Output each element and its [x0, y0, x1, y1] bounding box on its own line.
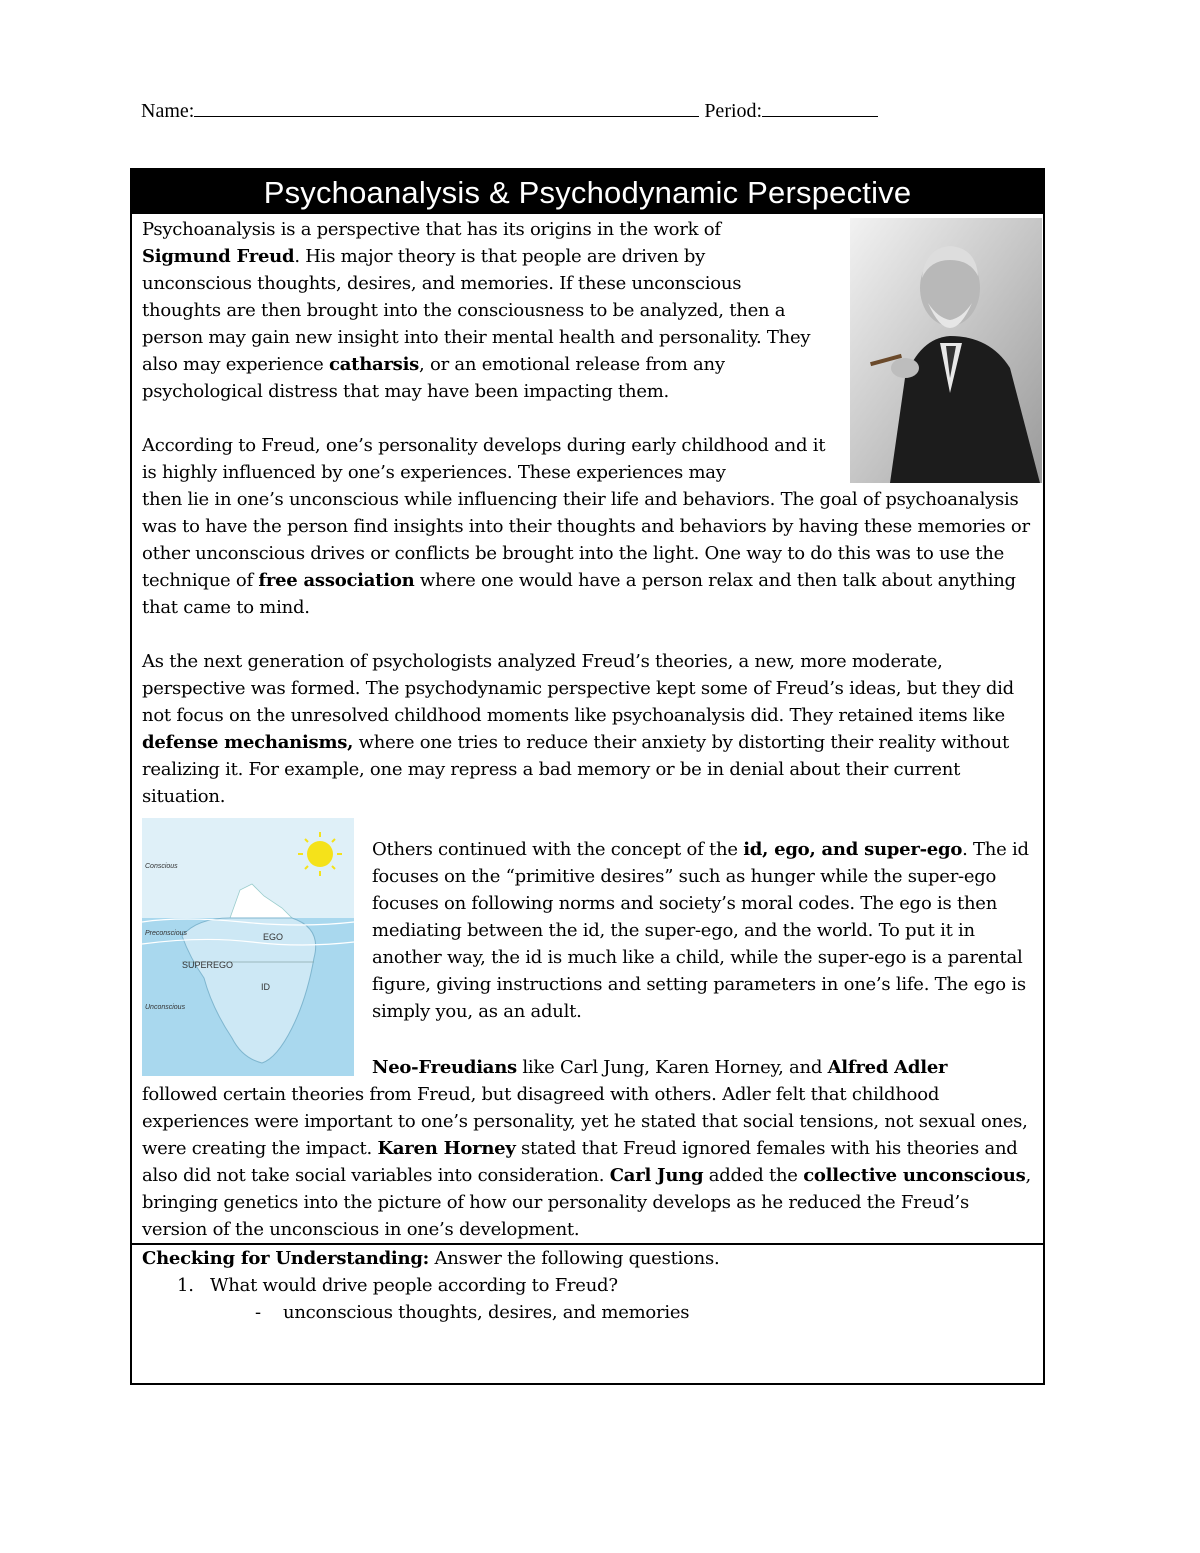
neo-freudians-paragraph: Neo-Freudians like Carl Jung, Karen Horney, and Alfred Adler followed certain theories from Freud, but disagreed with others. Adler felt that childhood experiences were important to one’s personality, yet he stated that social tensions, not sexual ones, were creating the impact. Karen Horney stated that Freud ignored females with his theories and also did not take social variables into consideration. Carl Jung added the collective unconscious, bringing genetics into the picture of how our personality develops as he reduced the Freud’s version of the unconscious in one’s development. — [142, 1057, 1031, 1240]
iceberg-label-preconscious: Preconscious — [145, 930, 188, 937]
term-defense-mechanisms: defense mechanisms, — [142, 732, 354, 753]
iceberg-diagram — [142, 818, 354, 1076]
header-line — [141, 98, 921, 128]
answer-row[interactable] — [142, 1299, 1032, 1326]
term-neo-freudians: Neo-Freudians — [372, 1057, 517, 1078]
term-carl-jung: Carl Jung — [609, 1165, 704, 1186]
iceberg-label-id: ID — [261, 982, 270, 992]
psychodynamic-paragraph: As the next generation of psychologists analyzed Freud’s theories, a new, more moderate, perspective was formed. The psychodynamic perspective kept some of Freud’s ideas, but they did not focus on the unresolved childhood moments like psychoanalysis did. They retained items like defense mechanisms, where one tries to reduce their anxiety by distorting their reality without realizing it. For example, one may repress a bad memory or be in denial about their current situation. — [142, 651, 1014, 807]
answer-text[interactable]: unconscious thoughts, desires, and memories — [283, 1302, 690, 1323]
period-label: Period: — [704, 100, 763, 122]
checking-instruction: Answer the following questions. — [429, 1248, 720, 1269]
intro-paragraph: Psychoanalysis is a perspective that has its origins in the work of Sigmund Freud. His major theory is that people are driven by unconscious thoughts, desires, and memories. If these unconscious thoughts are then brought into the consciousness to be analyzed, then a person may gain new insight into their mental health and personality. They also may experience catharsis, or an emotional release from any psychological distress that may have been impacting them. — [142, 219, 811, 402]
question-text: What would drive people according to Freud? — [210, 1275, 618, 1296]
iceberg-label-ego: EGO — [263, 932, 284, 942]
period-blank[interactable] — [762, 98, 878, 117]
question-number: 1. — [177, 1275, 194, 1296]
worksheet-title: Psychoanalysis & Psychodynamic Perspective — [132, 170, 1043, 214]
term-id-ego-superego: id, ego, and super-ego — [743, 839, 963, 860]
name-label: Name: — [141, 100, 195, 122]
freud-theory-paragraph: According to Freud, one’s personality develops during early childhood and it is highly influenced by one’s experiences. These experiences may then lie in one’s unconscious while influencing their life and behaviors. The goal of psychoanalysis was to have the person find insights into their thoughts and behaviors by having these memories or other unconscious drives or conflicts be brought into the light. One way to do this was to use the technique of free association where one would have a person relax and then talk about anything that came to mind. — [142, 435, 1030, 618]
term-free-association: free association — [258, 570, 415, 591]
term-alfred-adler: Alfred Adler — [827, 1057, 948, 1078]
term-collective-unconscious: collective unconscious — [803, 1165, 1026, 1186]
sun-icon — [307, 841, 333, 867]
term-sigmund-freud: Sigmund Freud — [142, 246, 295, 267]
iceberg-label-unconscious: Unconscious — [145, 1004, 186, 1011]
iceberg-label-superego: SUPEREGO — [182, 960, 234, 970]
term-catharsis: catharsis — [329, 354, 420, 375]
checking-heading: Checking for Understanding: — [142, 1248, 430, 1269]
term-karen-horney: Karen Horney — [377, 1138, 516, 1159]
id-ego-superego-paragraph: Others continued with the concept of the id, ego, and super-ego. The id focuses on the “primitive desires” such as hunger while the super-ego focuses on following norms and society’s moral codes. The ego is then mediating between the id, the super-ego, and the world. To put it in another way, the id is much like a child, while the super-ego is a parental figure, giving instructions and setting parameters in one’s life. The ego is simply you, as an adult. — [372, 839, 1029, 1022]
question-row — [142, 1272, 1032, 1299]
worksheet-box — [130, 168, 1045, 1385]
iceberg-label-conscious: Conscious — [145, 863, 178, 870]
name-blank[interactable] — [194, 98, 699, 117]
checking-section — [142, 1245, 1032, 1326]
answer-marker: - — [255, 1302, 261, 1323]
